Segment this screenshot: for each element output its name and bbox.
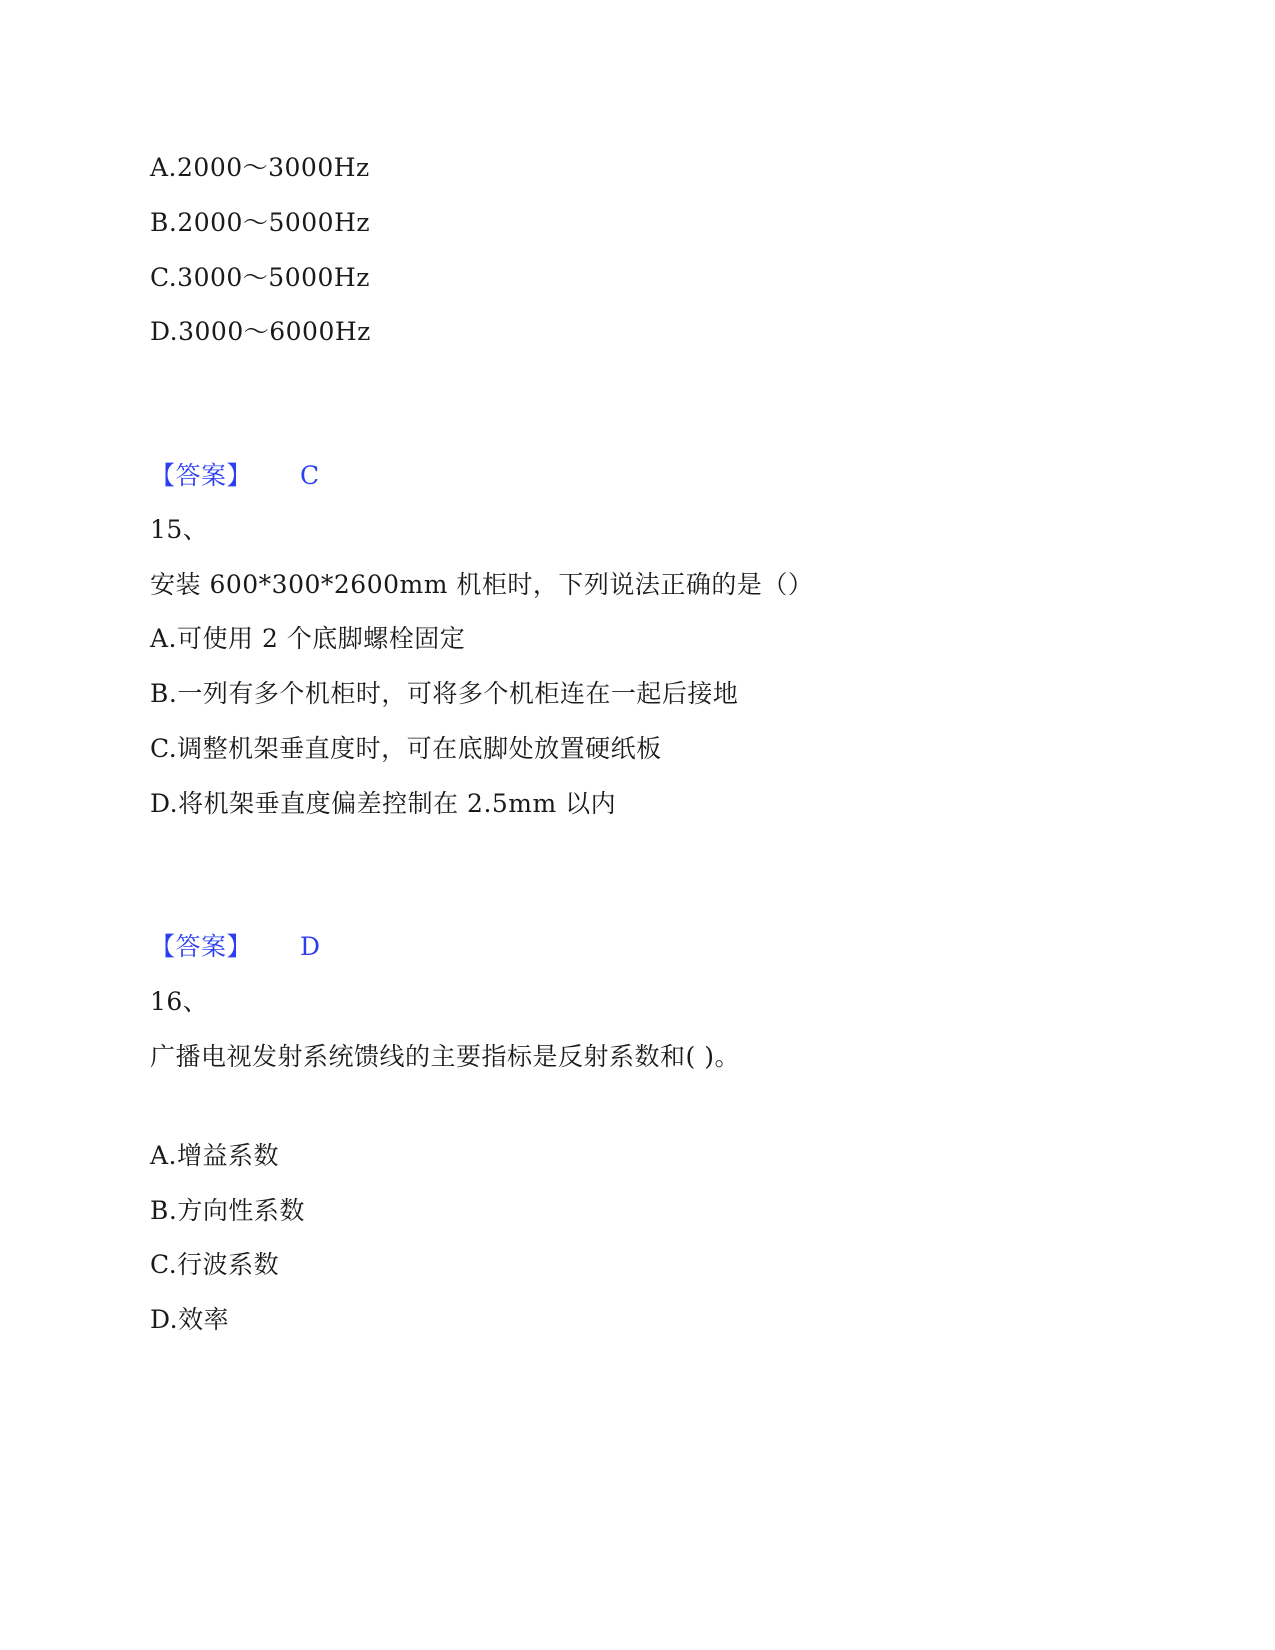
question-number: 15、 (150, 515, 209, 544)
option-b: B.一列有多个机柜时，可将多个机柜连在一起后接地 (150, 679, 739, 708)
option-d: D.3000～6000Hz (150, 317, 371, 346)
answer-line (150, 931, 321, 963)
question-number: 16、 (150, 987, 209, 1016)
answer-label: 【答案】 (150, 932, 253, 961)
answer-value: C (300, 461, 320, 490)
option-c: C.行波系数 (150, 1250, 280, 1279)
option-d: D.效率 (150, 1305, 230, 1334)
option-c: C.调整机架垂直度时，可在底脚处放置硬纸板 (150, 734, 662, 763)
option-a: A.可使用 2 个底脚螺栓固定 (150, 624, 466, 653)
option-b: B.2000～5000Hz (150, 208, 371, 237)
question-text: 安装 600*300*2600mm 机柜时，下列说法正确的是（） (150, 570, 814, 599)
option-d: D.将机架垂直度偏差控制在 2.5mm 以内 (150, 789, 617, 818)
option-b: B.方向性系数 (150, 1196, 305, 1225)
option-c: C.3000～5000Hz (150, 263, 370, 292)
answer-value: D (300, 932, 321, 961)
question-text: 广播电视发射系统馈线的主要指标是反射系数和( )。 (150, 1042, 740, 1071)
answer-label: 【答案】 (150, 461, 253, 490)
answer-line (150, 460, 320, 492)
option-a: A.2000～3000Hz (150, 153, 370, 182)
option-a: A.增益系数 (150, 1141, 280, 1170)
